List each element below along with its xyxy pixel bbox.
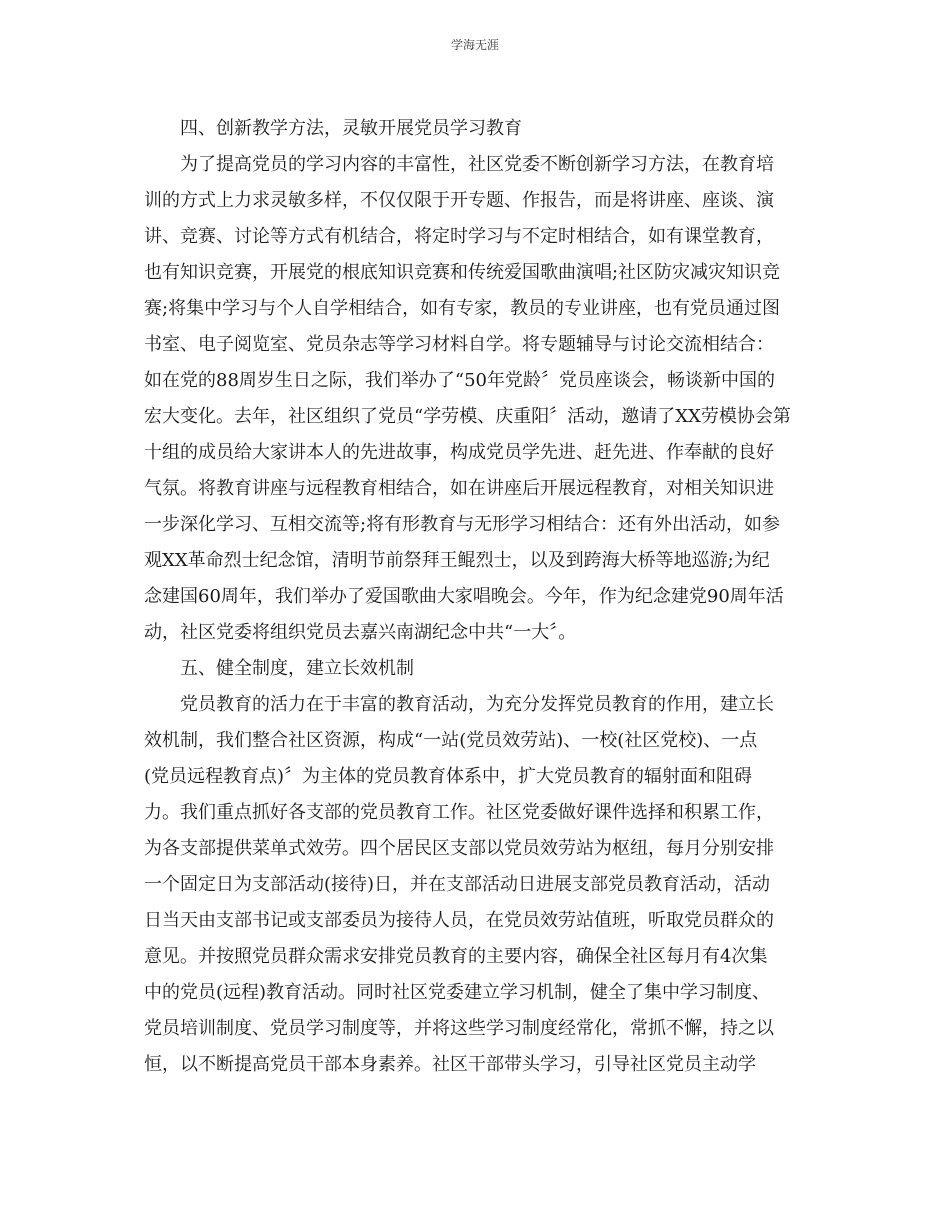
text-line: 一个固定日为支部活动(接待)日，并在支部活动日进展支部党员教育活动，活动 [144,874,771,895]
text-line: 日当天由支部书记或支部委员为接待人员，在党员效劳站值班，听取党员群众的 [144,910,774,931]
text-line: 为各支部提供菜单式效劳。四个居民区支部以党员效劳站为枢纽，每月分别安排 [144,838,774,859]
text-line: 气氛。将教育讲座与远程教育相结合，如在讲座后开展远程教育，对相关知识进 [144,478,774,499]
text-line: 也有知识竞赛，开展党的根底知识竞赛和传统爱国歌曲演唱;社区防灾减灾知识竞 [144,262,781,283]
text-line: 如在党的88周岁生日之际，我们举办了“50年党龄〞党员座谈会，畅谈新中国的 [144,370,776,391]
text-line: 党员教育的活力在于丰富的教育活动，为充分发挥党员教育的作用，建立长 [180,694,774,715]
text-line: 力。我们重点抓好各支部的党员教育工作。社区党委做好课件选择和积累工作， [144,802,774,823]
text-line: 中的党员(远程)教育活动。同时社区党委建立学习机制，健全了集中学习制度、 [144,982,771,1003]
text-line: 动，社区党委将组织党员去嘉兴南湖纪念中共“一大〞。 [144,622,577,643]
text-line: 效机制，我们整合社区资源，构成“一站(党员效劳站)、一校(社区党校)、一点 [144,730,758,751]
text-line: 宏大变化。去年，社区组织了党员“学劳模、庆重阳〞活动，邀请了XX劳模协会第 [144,406,791,427]
page-header: 学海无涯 [450,38,499,52]
text-line: 为了提高党员的学习内容的丰富性，社区党委不断创新学习方法，在教育培 [180,154,774,175]
text-line: (党员远程教育点)〞为主体的党员教育体系中，扩大党员教育的辐射面和阻碍 [144,766,753,787]
text-line: 书室、电子阅览室、党员杂志等学习材料自学。将专题辅导与讨论交流相结合： [144,334,774,355]
section-heading: 五、健全制度，建立长效机制 [180,658,414,679]
text-line: 训的方式上力求灵敏多样，不仅仅限于开专题、作报告，而是将讲座、座谈、演 [144,190,774,211]
text-line: 意见。并按照党员群众需求安排党员教育的主要内容，确保全社区每月有4次集 [144,946,768,967]
section-heading: 四、创新教学方法，灵敏开展党员学习教育 [180,118,522,139]
text-line: 观XX革命烈士纪念馆，清明节前祭拜王鲲烈士，以及到跨海大桥等地巡游;为纪 [144,550,770,571]
text-line: 一步深化学习、互相交流等;将有形教育与无形学习相结合：还有外出活动，如参 [144,514,781,535]
text-line: 赛;将集中学习与个人自学相结合，如有专家，教员的专业讲座，也有党员通过图 [144,298,781,319]
text-line: 十组的成员给大家讲本人的先进故事，构成党员学先进、赶先进、作奉献的良好 [144,442,774,463]
text-line: 念建国60周年，我们举办了爱国歌曲大家唱晚会。今年，作为纪念建党90周年活 [144,586,784,607]
text-line: 恒，以不断提高党员干部本身素养。社区干部带头学习，引导社区党员主动学 [144,1054,756,1075]
text-line: 讲、竞赛、讨论等方式有机结合，将定时学习与不定时相结合，如有课堂教育， [144,226,774,247]
text-line: 党员培训制度、党员学习制度等，并将这些学习制度经常化，常抓不懈，持之以 [144,1018,774,1039]
